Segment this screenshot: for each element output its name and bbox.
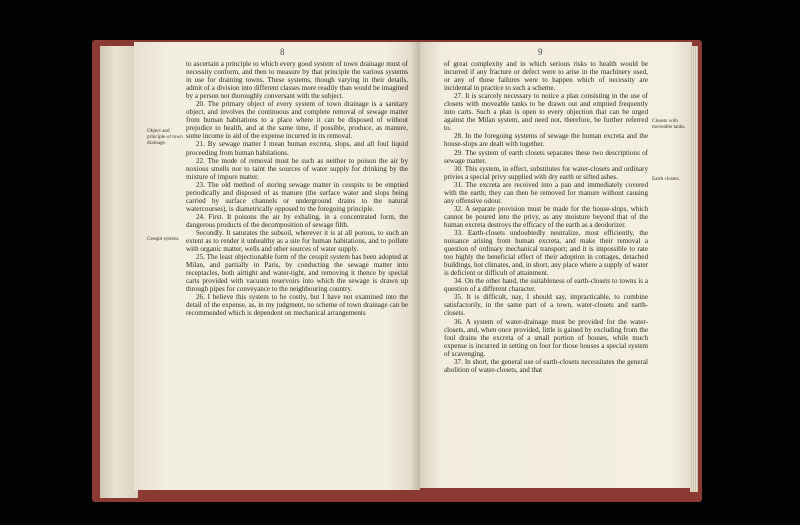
left-page-edges — [100, 46, 138, 498]
paragraph: 32. A separate provision must be made for the house-slops, which cannot be poured into the privy, as any moisture beyond that of the human excreta destroys the efficacy of the earth as a deodorizer. — [444, 204, 648, 229]
left-page — [134, 42, 420, 490]
margin-note-cesspit: Cesspit system. — [147, 236, 180, 242]
paragraph: 37. In short, the general use of earth-closets necessitates the general abolition of water-closets, and that — [444, 357, 648, 374]
paragraph: 35. It is difficult, nay, I should say, impracticable, to combine satisfactorily, in the same part of a town, water-closets and earth-closets. — [444, 293, 648, 318]
paragraph: 30. This system, in effect, substitutes for water-closets and ordinary privies a special privy supplied with dry earth or sifted ashes. — [444, 164, 648, 181]
paragraph: 25. The least objectionable form of the cesspit system has been adopted at Milan, and partially in Paris, by conducting the sewage matter into receptacles, both airtight and water-tight, and removing it thence by special carts provided with vacuum reservoirs into which the sewage is drawn up through pipes for conveyance to the neighbouring country. — [186, 253, 408, 294]
paragraph: 26. I believe this system to be costly, but I have not examined into the detail of the expense, as, in my judgment, no scheme of town drainage can be recommended which is dependent on mechanical arrangements — [186, 293, 408, 318]
page-number-right: 9 — [538, 47, 543, 57]
paragraph: of great complexity and in which serious risks to health would be incurred if any fracture or defect were to arise in the machinery used, or any of those failures were to happen which of necessity are incidental in practice to such a scheme. — [444, 60, 648, 93]
margin-note-moveable-tanks: Closets with moveable tanks. — [652, 118, 686, 130]
paragraph: 22. The mode of removal must be such as neither to poison the air by noxious smells nor to taint the sources of water supply for drinking by the mixture of impure matter. — [186, 156, 408, 181]
paragraph: 29. The system of earth closets separates these two descriptions of sewage matter. — [444, 148, 648, 165]
paragraph: 33. Earth-closets undoubtedly neutralize, most efficiently, the nuisance arising from human excreta, and make their removal a question of ordinary mechanical transport; and it is impossible to rate too highly the beneficial effect of their adoption in cottages, detached buildings, hot climates, and, in short, any place where a supply of water is deficient or difficult of attainment. — [444, 228, 648, 278]
paragraph: 20. The primary object of every system of town drainage is a sanitary object, and involves the continuous and complete removal of sewage matter from human habitations to a place where it can be disposed of without prejudice to health, and at the same time, if possible, produce, as manure, some income in aid of the expense incurred in its removal. — [186, 100, 408, 141]
paragraph: 27. It is scarcely necessary to notice a plan consisting in the use of closets with moveable tanks to be drawn out and emptied frequently into carts. Such a plan is open to every objection that can be urged against the Milan system, and need not, therefore, be further referred to. — [444, 92, 648, 133]
paragraph: 31. The excreta are received into a pan and immediately covered with the earth; they can then be removed for manure without causing any offensive odour. — [444, 180, 648, 205]
paragraph: to ascertain a principle to which every good system of town drainage must of necessity conform, and then to measure by that principle the various systems in use for draining towns. These systems, though varying in their details, admit of a division into different classes more readily than would be imagined by a person not thoroughly conversant with the subject. — [186, 60, 408, 101]
paragraph: 23. The old method of storing sewage matter in cesspits to be emptied periodically and disposed of as manure (the surface water and slops being carried by surface channels or underground drains to the natural watercourses), is diametrically opposed to the foregoing principle. — [186, 180, 408, 213]
paragraph: 21. By sewage matter I mean human excreta, slops, and all foul liquid proceeding from human habitations. — [186, 140, 408, 157]
paragraph: Secondly. It saturates the subsoil, wherever it is at all porous, to such an extent as to render it unhealthy as a site for human habitations, and to pollute with organic matter, wells and other sources of water supply. — [186, 228, 408, 254]
left-page-body — [186, 60, 408, 318]
paragraph: 36. A system of water-drainage must be provided for the water-closets, and, when once provided, little is gained by excluding from the foul drains the excreta of a small portion of houses, while much expense is incurred in setting on foot for those houses a special system of scavenging. — [444, 317, 648, 358]
paragraph: 34. On the other hand, the suitableness of earth-closets to towns is a question of a different character. — [444, 277, 648, 294]
right-page-body — [444, 60, 648, 374]
right-page — [420, 42, 692, 488]
paragraph: 28. In the foregoing systems of sewage the human excreta and the house-slops are dealt with together. — [444, 132, 648, 149]
right-page-edges — [690, 46, 698, 492]
paragraph: 24. First. It poisons the air by exhaling, in a concentrated form, the dangerous products of the decomposition of sewage filth. — [186, 212, 408, 229]
gutter-shadow — [410, 42, 420, 490]
margin-note-town-drainage: Object and principle of town drainage. — [147, 128, 183, 146]
page-number-left: 8 — [280, 47, 285, 57]
margin-note-earth-closets: Earth closets. — [652, 176, 680, 182]
